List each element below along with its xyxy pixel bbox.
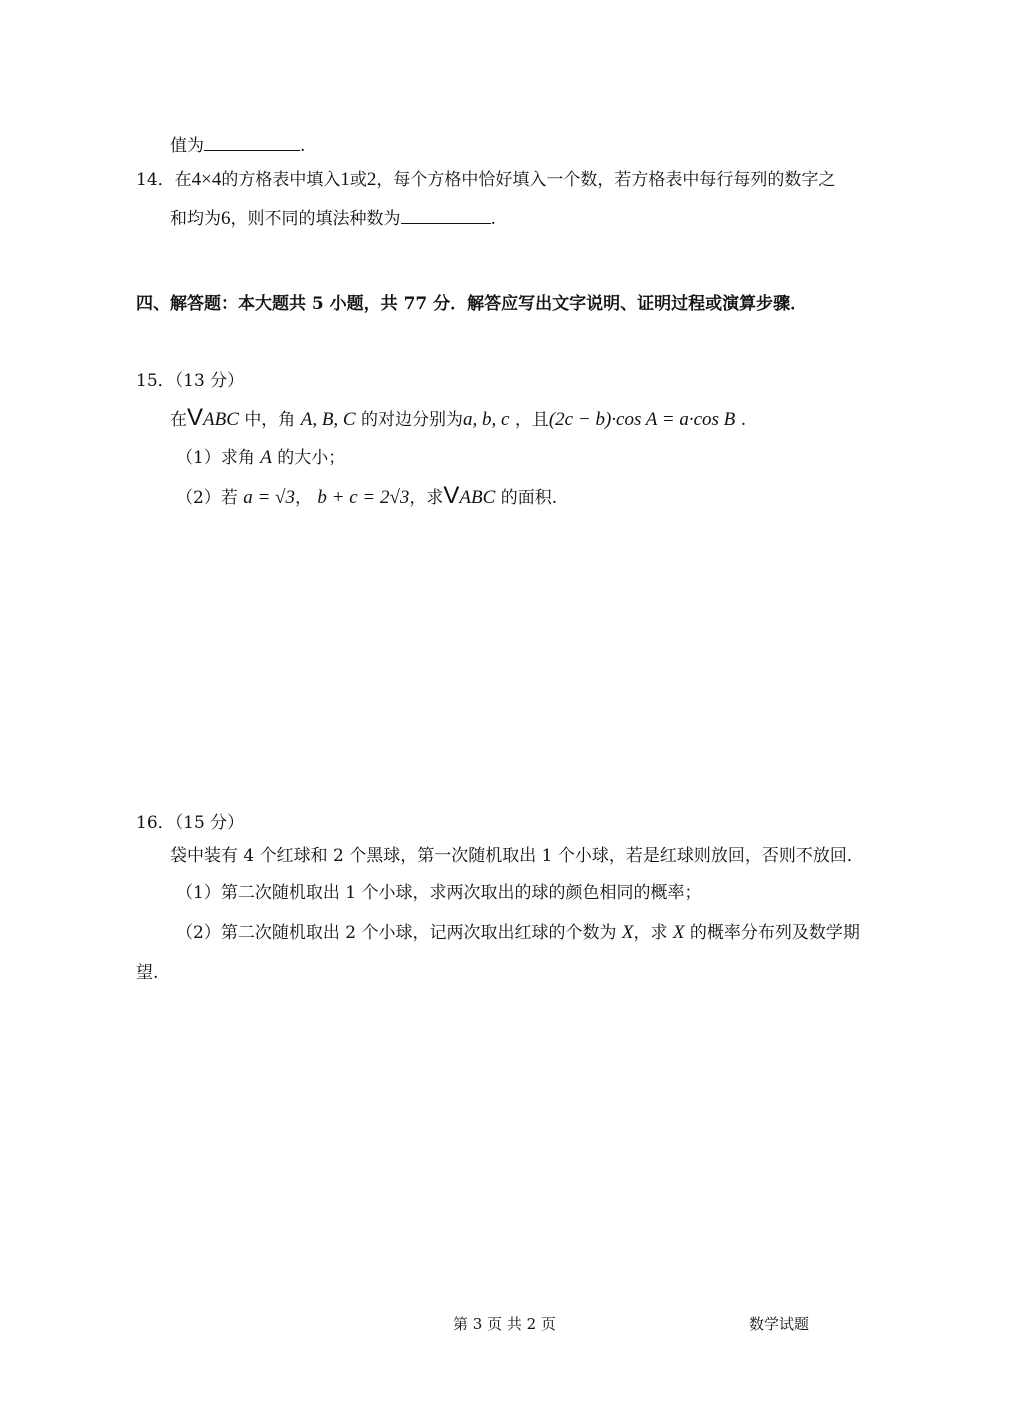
q13-tail-end: . bbox=[300, 136, 306, 156]
q14-text: ，每个方格中恰好填入一个数，若方格表中每行每列的数字之 bbox=[376, 170, 836, 190]
q15-part2-eq1: a = √3 bbox=[243, 487, 295, 508]
q14-sum-value: 6 bbox=[221, 208, 231, 229]
q14-answer-blank[interactable] bbox=[401, 209, 491, 224]
q14-text: ，则不同的填法种数为 bbox=[230, 209, 401, 229]
q13-answer-blank[interactable] bbox=[204, 136, 300, 151]
triangle-icon: V bbox=[443, 482, 460, 509]
q15-text: 中，角 bbox=[244, 410, 296, 430]
q15-part2-triangle: ABC bbox=[459, 487, 496, 508]
q14-text: 的方格表中填入 bbox=[221, 170, 341, 190]
q15-part1 bbox=[176, 447, 345, 469]
q14-text: 或 bbox=[349, 170, 367, 190]
q15-part2 bbox=[176, 482, 558, 509]
q14-line2 bbox=[170, 208, 496, 230]
q15-part1-var: A bbox=[260, 447, 272, 468]
q14-number-2: 2 bbox=[366, 169, 377, 190]
q15-part2-end: 的面积. bbox=[500, 488, 558, 508]
q15-part1-text: （1）求角 bbox=[176, 448, 255, 468]
q15-part2-sep: ， bbox=[294, 488, 312, 508]
q14-number-1: 1 bbox=[340, 169, 350, 190]
q16-var-x: X bbox=[621, 922, 634, 943]
footer-page-number: 第 3 页 共 2 页 bbox=[453, 1315, 556, 1333]
section4-heading: 四、解答题：本大题共 5 小题，共 77 分．解答应写出文字说明、证明过程或演算步骤． bbox=[136, 294, 808, 314]
triangle-icon: V bbox=[187, 404, 204, 431]
q16-part1: （1）第二次随机取出 1 个小球，求两次取出的球的颜色相同的概率； bbox=[176, 883, 702, 903]
q16-part2-text: （2）第二次随机取出 2 个小球，记两次取出红球的个数为 bbox=[176, 923, 617, 943]
q16-part2-wrap: 望. bbox=[136, 963, 159, 983]
q15-part2-eq2: b + c = 2√3 bbox=[317, 487, 410, 508]
q14-text: 在 bbox=[174, 170, 192, 190]
q16-part2-text: ，求 bbox=[633, 923, 668, 943]
q13-tail-text: 值为 bbox=[170, 136, 204, 156]
q15-angles: A, B, C bbox=[300, 409, 356, 430]
footer-subject: 数学试题 bbox=[749, 1315, 810, 1333]
q15-equation: (2c − b)·cos A = a·cos B bbox=[548, 409, 736, 430]
q15-part1-end: 的大小； bbox=[277, 448, 346, 468]
q16-part2 bbox=[176, 922, 860, 944]
q14-grid-size: 4×4 bbox=[191, 169, 222, 190]
q16-header: 16．（15 分） bbox=[136, 813, 245, 833]
q15-text: 的对边分别为 bbox=[361, 410, 464, 430]
q15-text: ，且 bbox=[514, 410, 549, 430]
q16-stem: 袋中装有 4 个红球和 2 个黑球，第一次随机取出 1 个小球，若是红球则放回，否则不放回． bbox=[170, 846, 864, 866]
q15-header: 15．（13 分） bbox=[136, 371, 245, 391]
q14-number: 14． bbox=[136, 170, 175, 190]
q15-text: 在 bbox=[170, 410, 187, 430]
q14-line1 bbox=[136, 169, 835, 191]
q13-tail bbox=[170, 135, 305, 157]
q15-stem bbox=[170, 404, 747, 431]
q15-sides: a, b, c bbox=[463, 409, 510, 430]
q15-triangle-name: ABC bbox=[203, 409, 239, 430]
q15-part2-text: ，求 bbox=[409, 488, 444, 508]
q14-text: 和均为 bbox=[170, 209, 221, 229]
q14-end: . bbox=[490, 209, 496, 229]
q15-part2-text: （2）若 bbox=[176, 488, 238, 508]
q16-var-x: X bbox=[672, 922, 685, 943]
q15-end: . bbox=[740, 410, 747, 430]
q16-part2-text: 的概率分布列及数学期 bbox=[689, 923, 860, 943]
